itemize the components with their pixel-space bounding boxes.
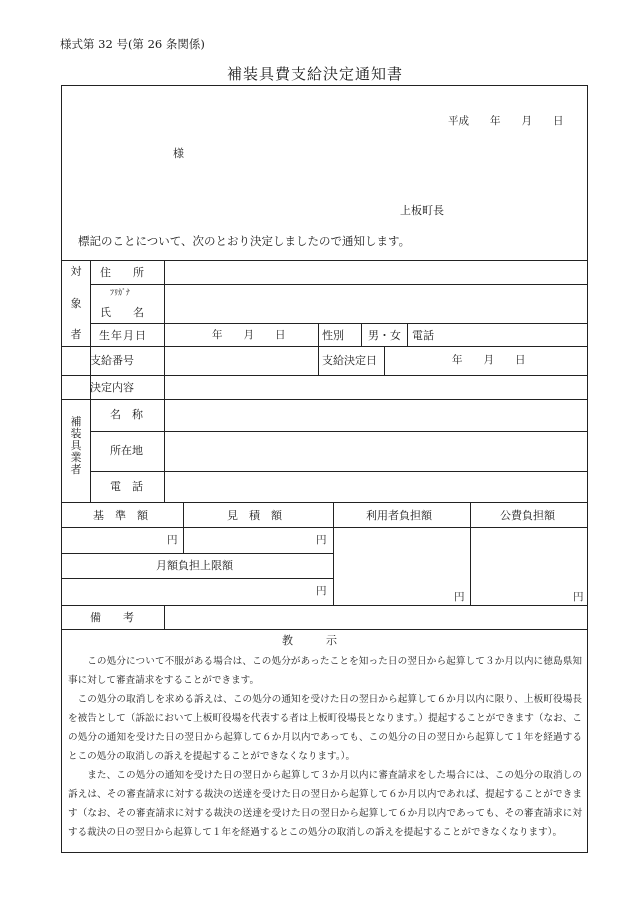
support-number-label: 支給番号 [90, 354, 134, 367]
notice-heading: 教 示 [282, 634, 337, 647]
rule [61, 399, 588, 400]
document-title: 補装具費支給決定通知書 [226, 65, 403, 83]
issuer: 上板町長 [400, 204, 444, 217]
remarks-label: 備 考 [90, 611, 134, 624]
public-burden-label: 公費負担額 [500, 509, 555, 522]
vendor-phone-label: 電 話 [110, 480, 143, 493]
user-burden-yen: 円 [454, 591, 465, 603]
estimate-yen: 円 [316, 534, 327, 546]
vendor-label-1: 補 [70, 415, 82, 428]
form-number: 様式第 32 号(第 26 条関係) [60, 37, 205, 51]
birthdate-value: 年 月 日 [212, 329, 286, 341]
birthdate-label: 生年月日 [99, 329, 147, 342]
rule [61, 629, 588, 630]
rule [61, 502, 588, 503]
rule [318, 323, 319, 375]
rule [384, 346, 385, 375]
subject-label-1: 対 [70, 265, 82, 278]
furigana-label: ﾌﾘｶﾞﾅ [110, 288, 130, 297]
vendor-name-label: 名 称 [110, 408, 143, 421]
rule [164, 605, 165, 629]
rule [61, 375, 588, 376]
vendor-label-5: 者 [70, 463, 82, 476]
issue-date: 平成 年 月 日 [448, 115, 564, 127]
standard-yen: 円 [167, 534, 178, 546]
sex-value: 男・女 [368, 329, 401, 342]
rule [90, 260, 91, 399]
rule [61, 605, 588, 606]
intro-text: 標記のことについて、次のとおり決定しましたので通知します。 [78, 234, 411, 248]
decision-date-value: 年 月 日 [452, 354, 526, 366]
rule [407, 323, 408, 346]
rule [183, 502, 184, 553]
rule [361, 323, 362, 346]
decision-date-label: 支給決定日 [322, 354, 377, 367]
standard-amount-label: 基 準 額 [93, 509, 148, 522]
decision-content-label: 決定内容 [90, 381, 134, 394]
rule [61, 346, 588, 347]
monthly-limit-yen: 円 [316, 585, 327, 597]
rule [90, 399, 91, 502]
user-burden-label: 利用者負担額 [366, 509, 432, 522]
vendor-label-4: 業 [70, 451, 82, 464]
notice-paragraph-2: この処分の取消しを求める訴えは、この処分の通知を受けた日の翌日から起算して６か月以内に限り、上板町役場長を被告として（訴訟において上板町役場を代表する者は上板町役場長となります。）提起することができます（なお、この処分の通知を受けた日の翌日から起算して６か月以内であっても、この処分の日の翌日から起算して１年を経過するとこの処分の取消しの訴えを提起することができなくなります。）。 [68, 694, 582, 762]
public-burden-yen: 円 [573, 591, 584, 603]
rule [333, 502, 334, 605]
phone-label: 電話 [412, 329, 434, 342]
name-label: 氏 名 [100, 306, 144, 319]
rule [164, 260, 165, 502]
rule [61, 553, 333, 554]
sex-label: 性別 [322, 329, 344, 342]
addressee-honorific: 様 [173, 147, 184, 160]
rule [61, 260, 588, 261]
rule [61, 527, 588, 528]
notice-body [68, 652, 582, 842]
notice-paragraph-1: この処分について不服がある場合は、この処分があったことを知った日の翌日から起算して３か月以内に徳島県知事に対して審査請求をすることができます。 [68, 656, 582, 686]
address-label: 住 所 [100, 266, 144, 279]
rule [61, 578, 333, 579]
estimate-amount-label: 見 積 額 [227, 509, 282, 522]
notice-paragraph-3: また、この処分の通知を受けた日の翌日から起算して３か月以内に審査請求をした場合には、この処分の取消しの訴えは、その審査請求に対する裁決の送達を受けた日の翌日から起算して６か月以内であれば、提起することができます（なお、その審査請求に対する裁決の送達を受けた日の翌日から起算して６か月以内であっても、その審査請求に対する裁決の日の翌日から起算して１年を経過するとこの処分の取消しの訴えを提起することができなくなります）。 [68, 770, 582, 838]
subject-label-3: 者 [70, 328, 82, 341]
vendor-label-3: 具 [70, 439, 82, 452]
monthly-limit-label: 月額負担上限額 [156, 559, 233, 572]
rule [470, 502, 471, 605]
vendor-label-2: 装 [70, 427, 82, 440]
subject-label-2: 象 [70, 297, 82, 310]
vendor-location-label: 所在地 [110, 444, 143, 457]
